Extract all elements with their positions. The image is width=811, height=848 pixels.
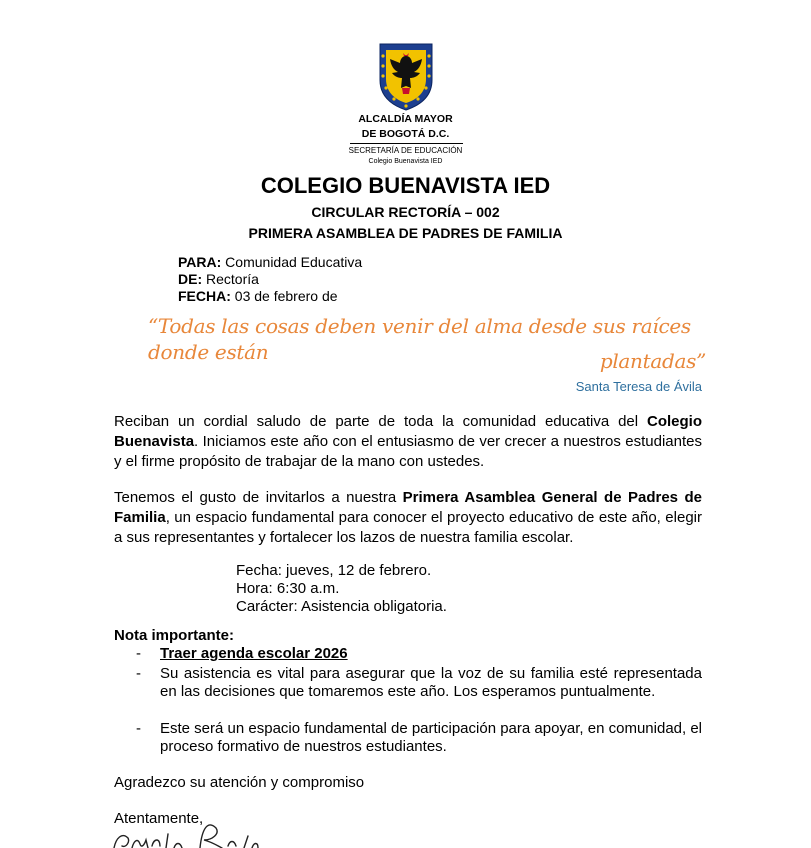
paragraph-invitation [114,488,702,548]
authority-line-2: DE BOGOTÁ D.C. [361,128,450,140]
meta-de [178,271,259,288]
note-item-1 [114,645,702,663]
circular-subject: PRIMERA ASAMBLEA DE PADRES DE FAMILIA [248,225,563,241]
meta-para-value: Comunidad Educativa [221,254,363,270]
detail-caracter: Carácter: Asistencia obligatoria. [236,598,447,615]
bullet-dash: - [136,720,141,737]
meta-fecha [178,288,338,305]
bogota-coat-of-arms-icon [376,42,436,112]
paragraph-greeting [114,412,702,472]
meta-fecha-label: FECHA: [178,288,231,304]
note-item-1-text [160,645,702,663]
quote-line-1: “Todas las cosas deben venir del alma desde sus raíces donde están [148,314,691,364]
meta-para-label: PARA: [178,254,222,270]
secretaria-label: SECRETARÍA DE EDUCACIÓN [348,146,463,155]
sign-off: Atentamente, [114,810,204,827]
note-item-3 [114,720,702,756]
note-item-1-label: Traer agenda escolar 2026 [160,645,348,662]
quote-line-2: plantadas” [599,349,706,373]
invitation-text-2: , un espacio fundamental para conocer el proyecto educativo de este año, elegir a sus representantes y fortalecer los lazos de nuestra familia escolar. [114,509,702,546]
greeting-school-name: Colegio Buenavista [114,413,702,450]
note-heading: Nota importante: [114,627,234,644]
invitation-text-1: Tenemos el gusto de invitarlos a nuestra [114,489,403,506]
meta-de-value: Rectoría [202,271,259,287]
meta-de-label: DE: [178,271,203,287]
meta-fecha-value: 03 de febrero de [230,288,338,304]
school-title: COLEGIO BUENAVISTA IED [260,173,551,198]
school-small-label: Colegio Buenavista IED [368,158,443,165]
detail-fecha: Fecha: jueves, 12 de febrero. [236,562,432,579]
note-item-3-text: Este será un espacio fundamental de participación para apoyar, en comunidad, el proceso formativo de nuestros estudiantes. [160,720,703,755]
authority-line-1: ALCALDÍA MAYOR [358,113,453,125]
quote-author: Santa Teresa de Ávila [575,379,702,394]
circular-code: CIRCULAR RECTORÍA – 002 [311,204,500,220]
header-divider [350,143,463,144]
note-item-2 [114,665,702,719]
meta-para [178,254,362,271]
bullet-dash: - [136,645,141,662]
note-item-2-text: Su asistencia es vital para asegurar que la voz de su familia esté representada en las decisiones que tomaremos este año. Los esperamos puntualmente. [160,665,702,700]
greeting-text-2: . Iniciamos este año con el entusiasmo de ver crecer a nuestros estudiantes y el firme propósito de trabajar de la mano con ustedes. [114,433,702,470]
signature-icon [108,808,278,848]
bullet-dash: - [136,665,141,682]
invitation-event-name: Primera Asamblea General de Padres de Familia [114,489,702,526]
closing-text: Agradezco su atención y compromiso [114,774,365,791]
detail-hora: Hora: 6:30 a.m. [236,580,340,597]
greeting-text-1: Reciban un cordial saludo de parte de toda la comunidad educativa del [114,413,647,430]
